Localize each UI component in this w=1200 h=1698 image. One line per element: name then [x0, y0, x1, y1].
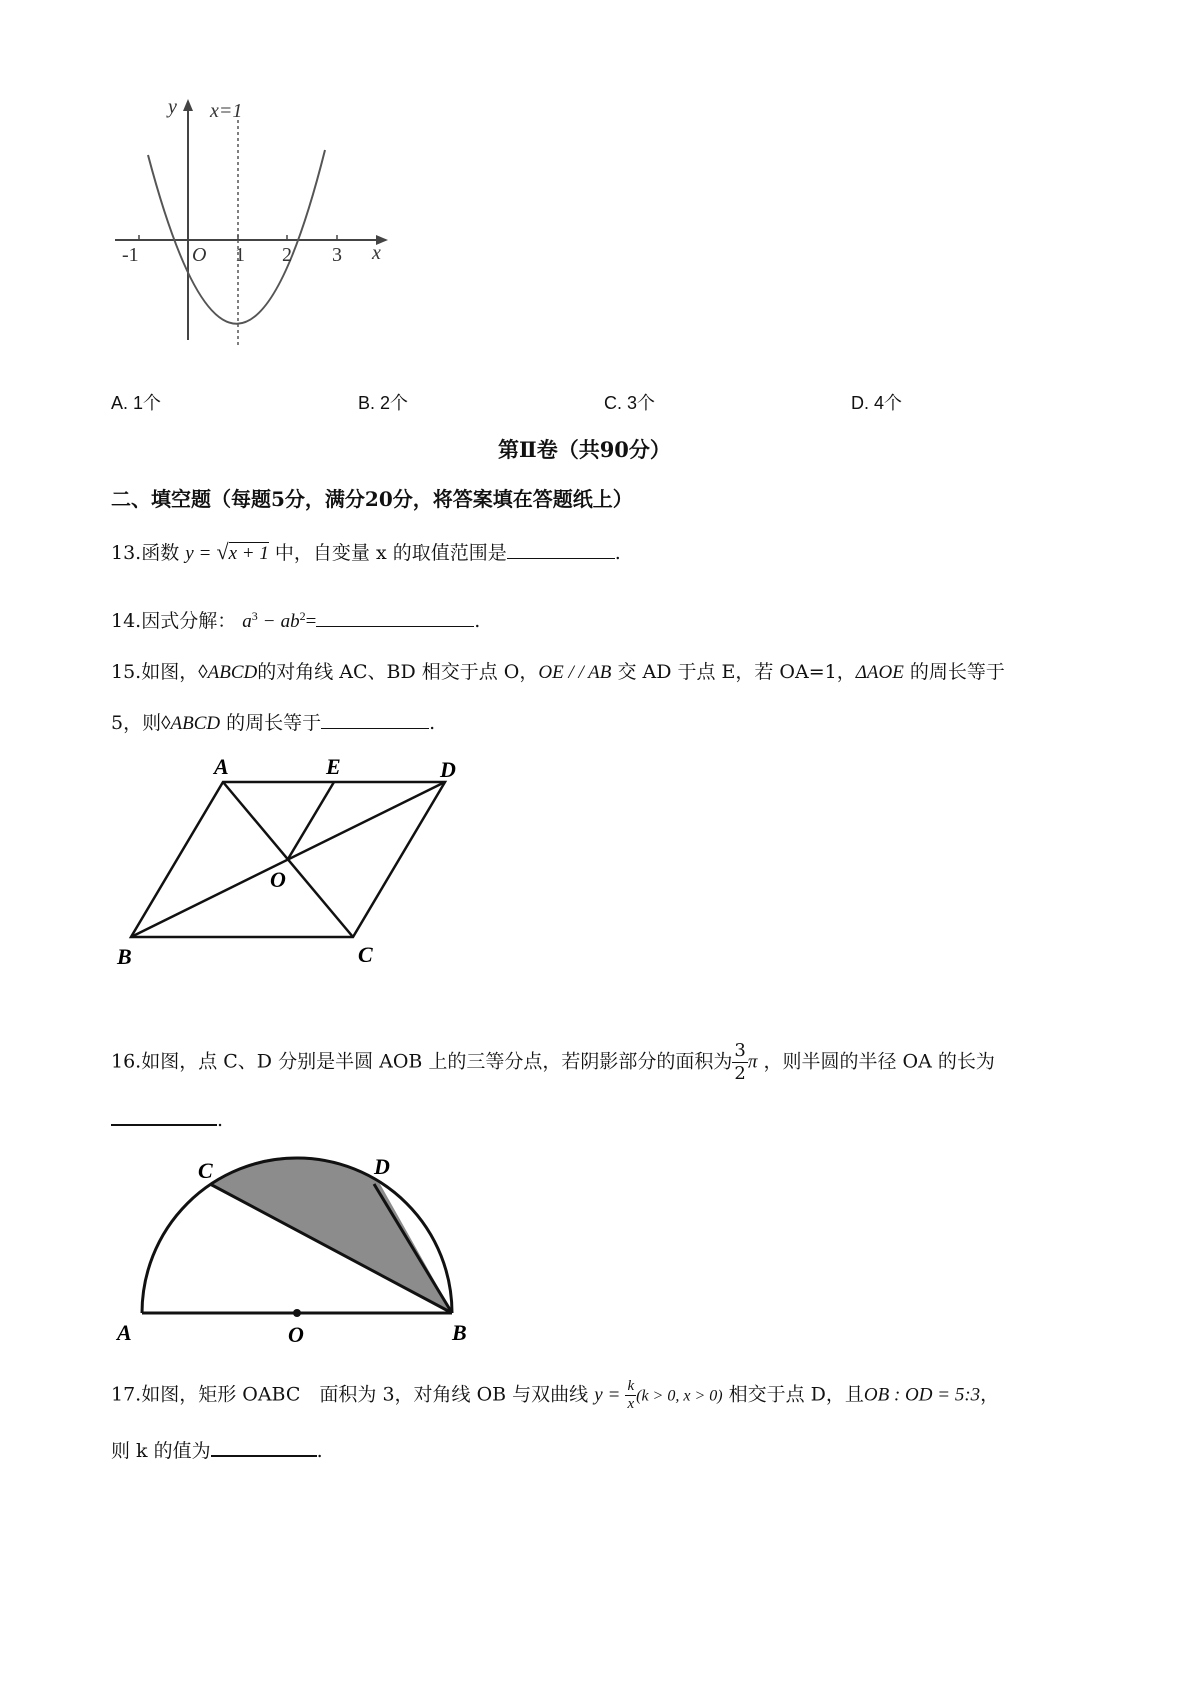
q17-text-c: ，	[980, 1383, 1000, 1406]
question-15-line2	[111, 710, 435, 736]
parabola-graph	[110, 95, 400, 350]
q15-answer-blank[interactable]	[321, 710, 429, 729]
q16-fraction	[732, 1040, 747, 1085]
q14-eq: =	[305, 611, 317, 632]
q14-answer-blank[interactable]	[316, 608, 474, 627]
q13-eq: =	[199, 543, 211, 564]
tick-label-1: 1	[235, 244, 245, 266]
q15-line1-d: 的周长等于	[909, 661, 1005, 683]
q15-line1-a: 15.如图，	[111, 661, 199, 683]
q14-exp1: 3	[251, 609, 258, 623]
q17-ratio: OB : OD = 5:3	[863, 1384, 981, 1406]
y-axis-label: y	[168, 96, 177, 118]
label-d: D	[374, 1154, 390, 1179]
option-c: C. 3个	[604, 393, 656, 413]
label-a: A	[117, 1320, 132, 1345]
label-c: C	[198, 1158, 213, 1183]
origin-label: O	[192, 244, 207, 266]
q17-end: .	[316, 1440, 323, 1462]
label-e: E	[326, 754, 341, 779]
option-b: B. 2个	[358, 393, 409, 413]
q14-minus: −	[263, 611, 275, 632]
q15-line2-b: 的周长等于	[226, 712, 322, 734]
q14-a: a	[242, 611, 252, 632]
q16-end: .	[217, 1109, 224, 1131]
q14-prefix: 14.因式分解：	[111, 610, 237, 632]
q17-frac-den: x	[627, 1396, 635, 1412]
tick-label-3: 3	[332, 244, 342, 266]
question-16-answer	[111, 1106, 223, 1132]
label-o: O	[270, 867, 286, 892]
q16-answer-blank[interactable]	[111, 1106, 217, 1126]
tick-label-2: 2	[282, 244, 292, 266]
q14-exp2: 2	[299, 609, 306, 623]
q14-ab: ab	[280, 611, 300, 632]
q13-prefix: 13.函数	[111, 542, 180, 564]
q13-sqrt-sign: √	[216, 539, 229, 564]
x-axis-label: x	[372, 242, 381, 264]
q17-text-b: 相交于点 D，且	[728, 1383, 864, 1406]
q14-end: .	[474, 610, 481, 632]
section-title: 第Ⅱ卷（共90分）	[498, 437, 671, 462]
q15-line1-c: 交 AD 于点 E，若 OA=1，	[617, 661, 856, 683]
q16-text-b: ，则半圆的半径 OA 的长为	[763, 1050, 995, 1073]
label-c: C	[358, 942, 373, 967]
q15-line2-a: 5，则	[111, 712, 162, 734]
label-b: B	[452, 1320, 467, 1345]
center-point	[293, 1309, 301, 1317]
label-d: D	[440, 757, 456, 782]
semicircle-figure	[112, 1148, 492, 1348]
label-b: B	[117, 944, 132, 969]
parabola-curve	[148, 150, 325, 324]
q17-line2: 则 k 的值为	[111, 1440, 211, 1462]
question-17	[111, 1378, 999, 1413]
q17-cond: (k > 0, x > 0)	[636, 1387, 723, 1405]
q16-pi: π	[747, 1051, 758, 1073]
question-13	[111, 540, 621, 566]
q15-line1-b: 的对角线 AC、BD 相交于点 O，	[257, 661, 539, 683]
q15-oe-ab: OE / / AB	[538, 662, 612, 683]
option-d: D. 4个	[851, 393, 903, 413]
tick-label-neg1: -1	[122, 244, 139, 266]
q15-tri: ΔAOE	[855, 662, 904, 683]
q16-frac-den: 2	[734, 1063, 746, 1084]
q13-answer-blank[interactable]	[507, 540, 615, 559]
shaded-region	[210, 1156, 452, 1312]
q17-frac-num: k	[627, 1378, 635, 1394]
q13-y: y	[185, 543, 194, 564]
q13-suffix: 中，自变量 x 的取值范围是	[274, 542, 507, 564]
q17-answer-blank[interactable]	[211, 1437, 317, 1457]
label-a: A	[214, 754, 229, 779]
option-a: A. 1个	[111, 393, 162, 413]
q13-end: .	[614, 542, 621, 564]
q17-fraction	[625, 1378, 636, 1413]
parallelogram-figure	[110, 752, 470, 972]
part-heading: 二、填空题（每题5分，满分20分，将答案填在答题纸上）	[111, 487, 633, 511]
q15-end: .	[429, 712, 436, 734]
question-14	[111, 604, 480, 634]
q17-text-a: 17.如图，矩形 OABC 面积为 3，对角线 OB 与双曲线	[111, 1383, 589, 1406]
label-o: O	[288, 1322, 304, 1347]
symmetry-line-label: x=1	[210, 100, 243, 122]
q13-radicand: x + 1	[228, 543, 269, 564]
y-axis-arrow	[183, 99, 193, 111]
q16-frac-num: 3	[734, 1040, 746, 1061]
question-15-line1	[111, 660, 1005, 685]
q16-text-a: 16.如图，点 C、D 分别是半圆 AOB 上的三等分点，若阴影部分的面积为	[111, 1050, 733, 1073]
q15-para1: ◊ABCD	[198, 662, 258, 683]
question-17-line2	[111, 1437, 323, 1463]
question-16	[111, 1040, 995, 1085]
q15-para2: ◊ABCD	[161, 713, 221, 734]
q17-y: y	[594, 1384, 603, 1406]
q17-eq: =	[608, 1384, 620, 1406]
